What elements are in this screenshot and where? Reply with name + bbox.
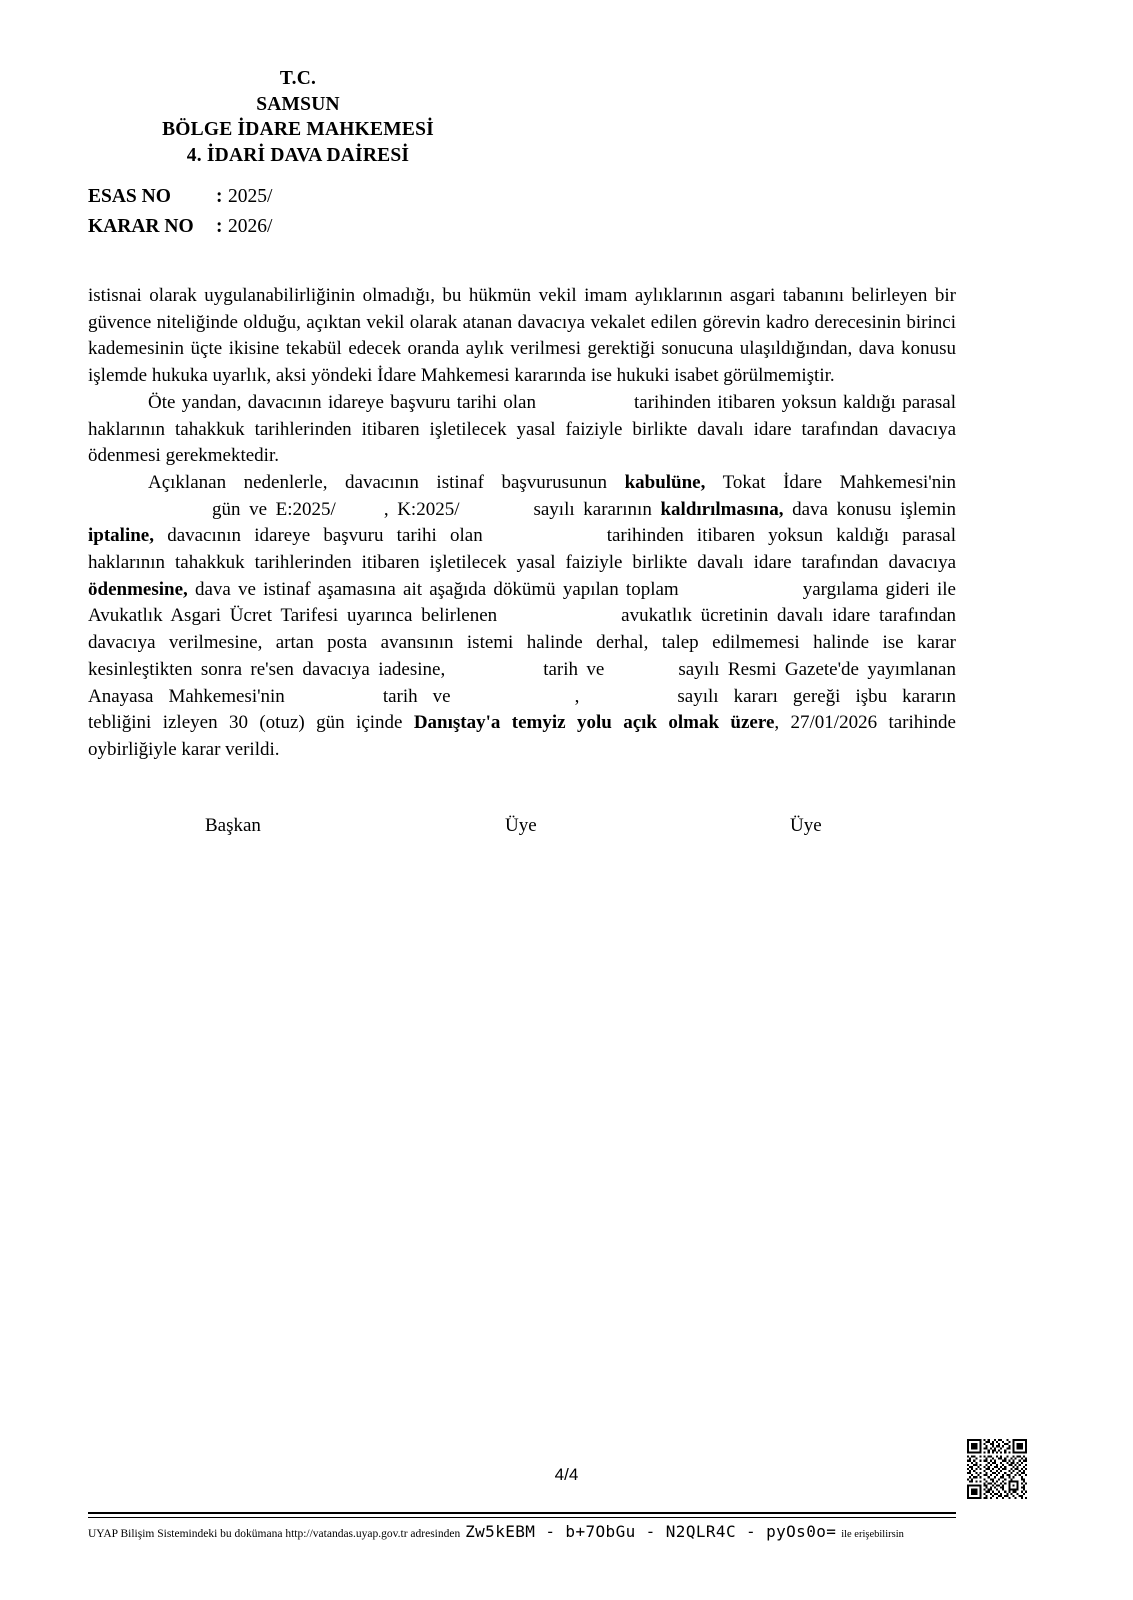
uyap-footer-text-before: UYAP Bilişim Sistemindeki bu dokümana http://vatandas.uyap.gov.tr adresinden	[88, 1528, 461, 1540]
paragraph-3-text-h: tarihinden itibaren yoksun kaldığı parasal haklarının tahakkuk tarihlerinden itibaren işletilecek yasal faiziyle birlikte davalı idare tarafından davacıya	[88, 525, 957, 574]
signature-uye-2: Üye	[790, 815, 822, 836]
paragraph-3-text-j: yargılama gideri ile Avukatlık Asgari Ücret Tarifesi uyarınca belirlenen	[88, 578, 956, 627]
paragraph-3-text-a: Açıklanan nedenlerle, davacının istinaf başvurusunun	[148, 471, 608, 493]
paragraph-1	[88, 283, 956, 390]
paragraph-3-text-m: sayılı Resmi Gazete'de yayımlanan Anayasa Mahkemesi'nin	[88, 658, 956, 707]
paragraph-3-text-q: , 27/01/2026 tarihinde oybirliğiyle karar verildi.	[88, 712, 956, 760]
signature-row	[88, 815, 956, 845]
page-number: 4/4	[554, 1465, 579, 1484]
uyap-verification-footer	[88, 1524, 963, 1543]
uyap-footer-text-after: ile erişebilirsin	[841, 1529, 904, 1540]
court-header	[88, 66, 508, 168]
emphasis-danistay-temyiz: Danıştay'a temyiz yolu açık olmak üzere	[413, 712, 775, 734]
header-line-tc: T.C.	[279, 68, 317, 89]
paragraph-2	[88, 390, 956, 470]
paragraph-2-text-b: tarihinden itibaren yoksun kaldığı parasal haklarının tahakkuk tarihlerinden itibaren işletilecek yasal faiziyle birlikte davalı idare tarafından davacıya ödenmesi gerekmektedir.	[88, 391, 956, 467]
signature-uye-1: Üye	[505, 815, 537, 836]
karar-no-colon: :	[216, 216, 223, 237]
esas-no-colon: :	[216, 186, 223, 207]
header-line-court: BÖLGE İDARE MAHKEMESİ	[162, 119, 434, 140]
footer-divider	[88, 1512, 956, 1514]
paragraph-3	[88, 470, 956, 764]
footer-divider-secondary	[88, 1517, 956, 1518]
uyap-verification-code: Zw5kEBM - b+7ObGu - N2QLR4C - pyOs0o=	[465, 1522, 837, 1541]
paragraph-3-text-b: Tokat İdare Mahkemesi'nin	[722, 471, 957, 493]
emphasis-kabulune: kabulüne,	[624, 471, 706, 493]
header-line-chamber: 4. İDARİ DAVA DAİRESİ	[186, 144, 410, 166]
paragraph-3-text-e: sayılı kararının	[533, 498, 652, 520]
emphasis-odenmesine: ödenmesine,	[88, 578, 188, 600]
case-row-karar	[88, 212, 272, 242]
case-numbers	[88, 182, 272, 242]
header-line-city: SAMSUN	[256, 93, 340, 115]
paragraph-2-text-a: Öte yandan, davacının idareye başvuru tarihi olan	[148, 391, 536, 413]
karar-no-label: KARAR NO	[88, 216, 194, 237]
emphasis-iptaline: iptaline,	[88, 525, 154, 547]
paragraph-3-text-f: dava konusu işlemin	[792, 498, 957, 520]
paragraph-3-text-o: ,	[574, 685, 580, 707]
paragraph-3-text-p: sayılı kararı gereği işbu kararın tebliğini izleyen 30 (otuz) gün içinde	[88, 685, 956, 734]
paragraph-3-text-l: tarih ve	[543, 658, 605, 680]
case-row-esas	[88, 182, 272, 212]
signature-baskan: Başkan	[205, 815, 261, 836]
paragraph-3-text-g: davacının idareye başvuru tarihi olan	[167, 525, 483, 547]
paragraph-3-text-d: , K:2025/	[383, 498, 460, 520]
paragraph-3-text-n: tarih ve	[382, 685, 451, 707]
karar-no-value: 2026/	[228, 216, 273, 237]
emphasis-kaldirilmasina: kaldırılmasına,	[660, 498, 784, 520]
paragraph-3-text-i: dava ve istinaf aşamasına ait aşağıda dökümü yapılan toplam	[194, 578, 679, 600]
paragraph-3-text-c: gün ve E:2025/	[212, 498, 336, 520]
esas-no-label: ESAS NO	[88, 186, 171, 207]
esas-no-value: 2025/	[228, 186, 273, 207]
decision-body	[88, 283, 956, 764]
paragraph-3-text-k: avukatlık ücretinin davalı idare tarafından davacıya verilmesine, artan posta avansının istemi halinde derhal, talep edilmemesi halinde ise karar kesinleştikten sonra re'sen davacıya iadesine,	[88, 605, 957, 680]
paragraph-1-text: istisnai olarak uygulanabilirliğinin olmadığı, bu hükmün vekil imam aylıklarının asgari tabanını belirleyen bir güvence niteliğinde olduğu, açıktan vekil olarak atanan davacıya vekalet edilen görevin kadro derecesinin birinci kademesinin üçte ikisine tekabül edecek oranda aylık verilmesi gerektiği sonucuna ulaşıldığından, dava konusu işlemde hukuka uyarlık, aksi yöndeki İdare Mahkemesi kararında ise hukuki isabet görülmemiştir.	[88, 285, 956, 387]
